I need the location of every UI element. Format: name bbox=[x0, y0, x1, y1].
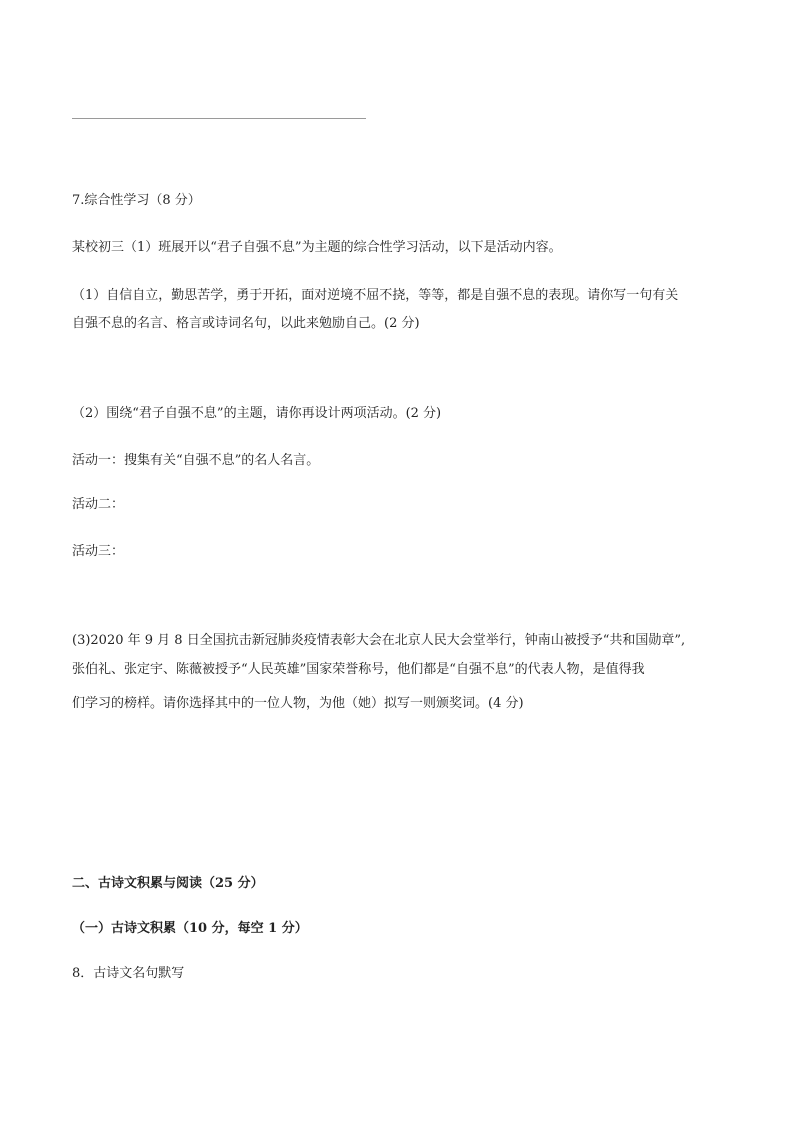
activity-2: 活动二： bbox=[72, 497, 125, 512]
section-2-subheading: （一）古诗文积累（10 分，每空 1 分） bbox=[72, 921, 308, 936]
part-1-line-2: 自强不息的名言、格言或诗词名句，以此来勉励自己。(2 分) bbox=[72, 316, 420, 331]
question-8-title: 8．古诗文名句默写 bbox=[72, 966, 185, 981]
activity-1: 活动一：搜集有关“自强不息”的名人名言。 bbox=[72, 453, 320, 468]
activity-3: 活动三： bbox=[72, 544, 125, 559]
part-3-line-2: 张伯礼、张定宇、陈薇被授予“人民英雄”国家荣誉称号，他们都是“自强不息”的代表人物，是值得我 bbox=[72, 662, 645, 677]
part-3-line-1: (3)2020 年 9 月 8 日全国抗击新冠肺炎疫情表彰大会在北京人民大会堂举行，钟南山被授予“共和国勋章”, bbox=[72, 633, 686, 648]
part-1-line-1: （1）自信自立，勤思苦学，勇于开拓，面对逆境不屈不挠，等等，都是自强不息的表现。请你写一句有关 bbox=[72, 288, 679, 303]
question-7-intro: 某校初三（1）班展开以“君子自强不息”为主题的综合性学习活动，以下是活动内容。 bbox=[72, 240, 562, 255]
part-2-prompt: （2）围绕“君子自强不息”的主题，请你再设计两项活动。(2 分) bbox=[72, 406, 442, 421]
question-7-title: 7.综合性学习（8 分） bbox=[72, 193, 201, 208]
section-2-heading: 二、古诗文积累与阅读（25 分） bbox=[72, 876, 264, 891]
answer-line bbox=[72, 118, 366, 119]
part-3-line-3: 们学习的榜样。请你选择其中的一位人物，为他（她）拟写一则颁奖词。(4 分) bbox=[72, 696, 524, 711]
